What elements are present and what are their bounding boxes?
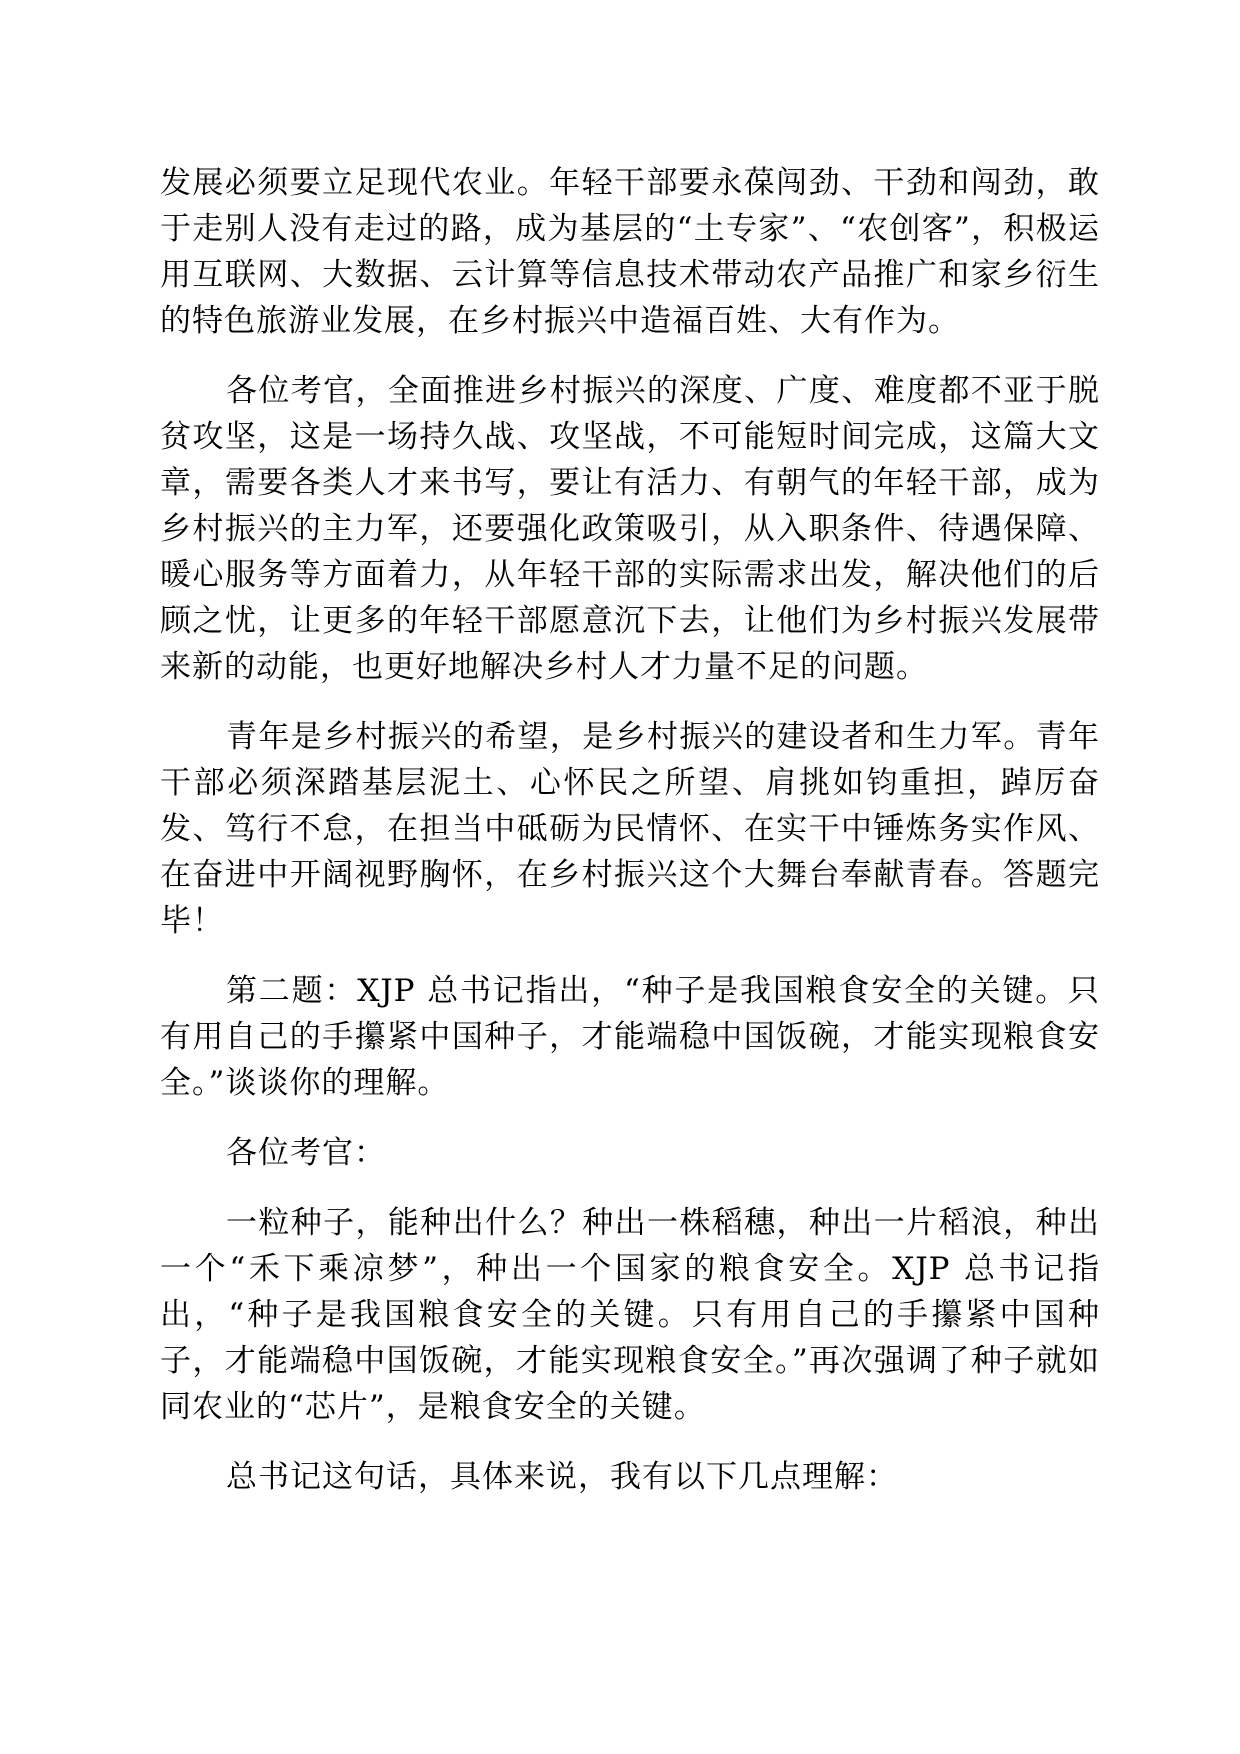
paragraph-3: 青年是乡村振兴的希望，是乡村振兴的建设者和生力军。青年干部必须深踏基层泥土、心怀民之所望、肩挑如钧重担，踔厉奋发、笃行不怠，在担当中砥砺为民情怀、在实干中锤炼务实作风、在奋进中开阔视野胸怀，在乡村振兴这个大舞台奉献青春。答题完毕！: [160, 719, 1100, 939]
document-body: [160, 160, 1100, 1524]
question-2-heading: 第二题：XJP 总书记指出，“种子是我国粮食安全的关键。只有用自己的手攥紧中国种子，才能端稳中国饭碗，才能实现粮食安全。”谈谈你的理解。: [160, 973, 1100, 1101]
paragraph-6: 总书记这句话，具体来说，我有以下几点理解：: [226, 1459, 898, 1495]
paragraph-1-continuation: 发展必须要立足现代农业。年轻干部要永葆闯劲、干劲和闯劲，敢于走别人没有走过的路，成为基层的“土专家”、“农创客”，积极运用互联网、大数据、云计算等信息技术带动农产品推广和家乡衍生的特色旅游业发展，在乡村振兴中造福百姓、大有作为。: [160, 165, 1100, 339]
paragraph-5: 一粒种子，能种出什么？种出一株稻穗，种出一片稻浪，种出一个“禾下乘凉梦”，种出一个国家的粮食安全。XJP 总书记指出，“种子是我国粮食安全的关键。只有用自己的手攥紧中国种子，才能端稳中国饭碗，才能实现粮食安全。”再次强调了种子就如同农业的“芯片”，是粮食安全的关键。: [160, 1205, 1100, 1425]
paragraph-2: 各位考官，全面推进乡村振兴的深度、广度、难度都不亚于脱贫攻坚，这是一场持久战、攻坚战，不可能短时间完成，这篇大文章，需要各类人才来书写，要让有活力、有朝气的年轻干部，成为乡村振兴的主力军，还要强化政策吸引，从入职条件、待遇保障、暖心服务等方面着力，从年轻干部的实际需求出发，解决他们的后顾之忧，让更多的年轻干部愿意沉下去，让他们为乡村振兴发展带来新的动能，也更好地解决乡村人才力量不足的问题。: [160, 373, 1100, 685]
salutation: 各位考官：: [226, 1135, 386, 1171]
